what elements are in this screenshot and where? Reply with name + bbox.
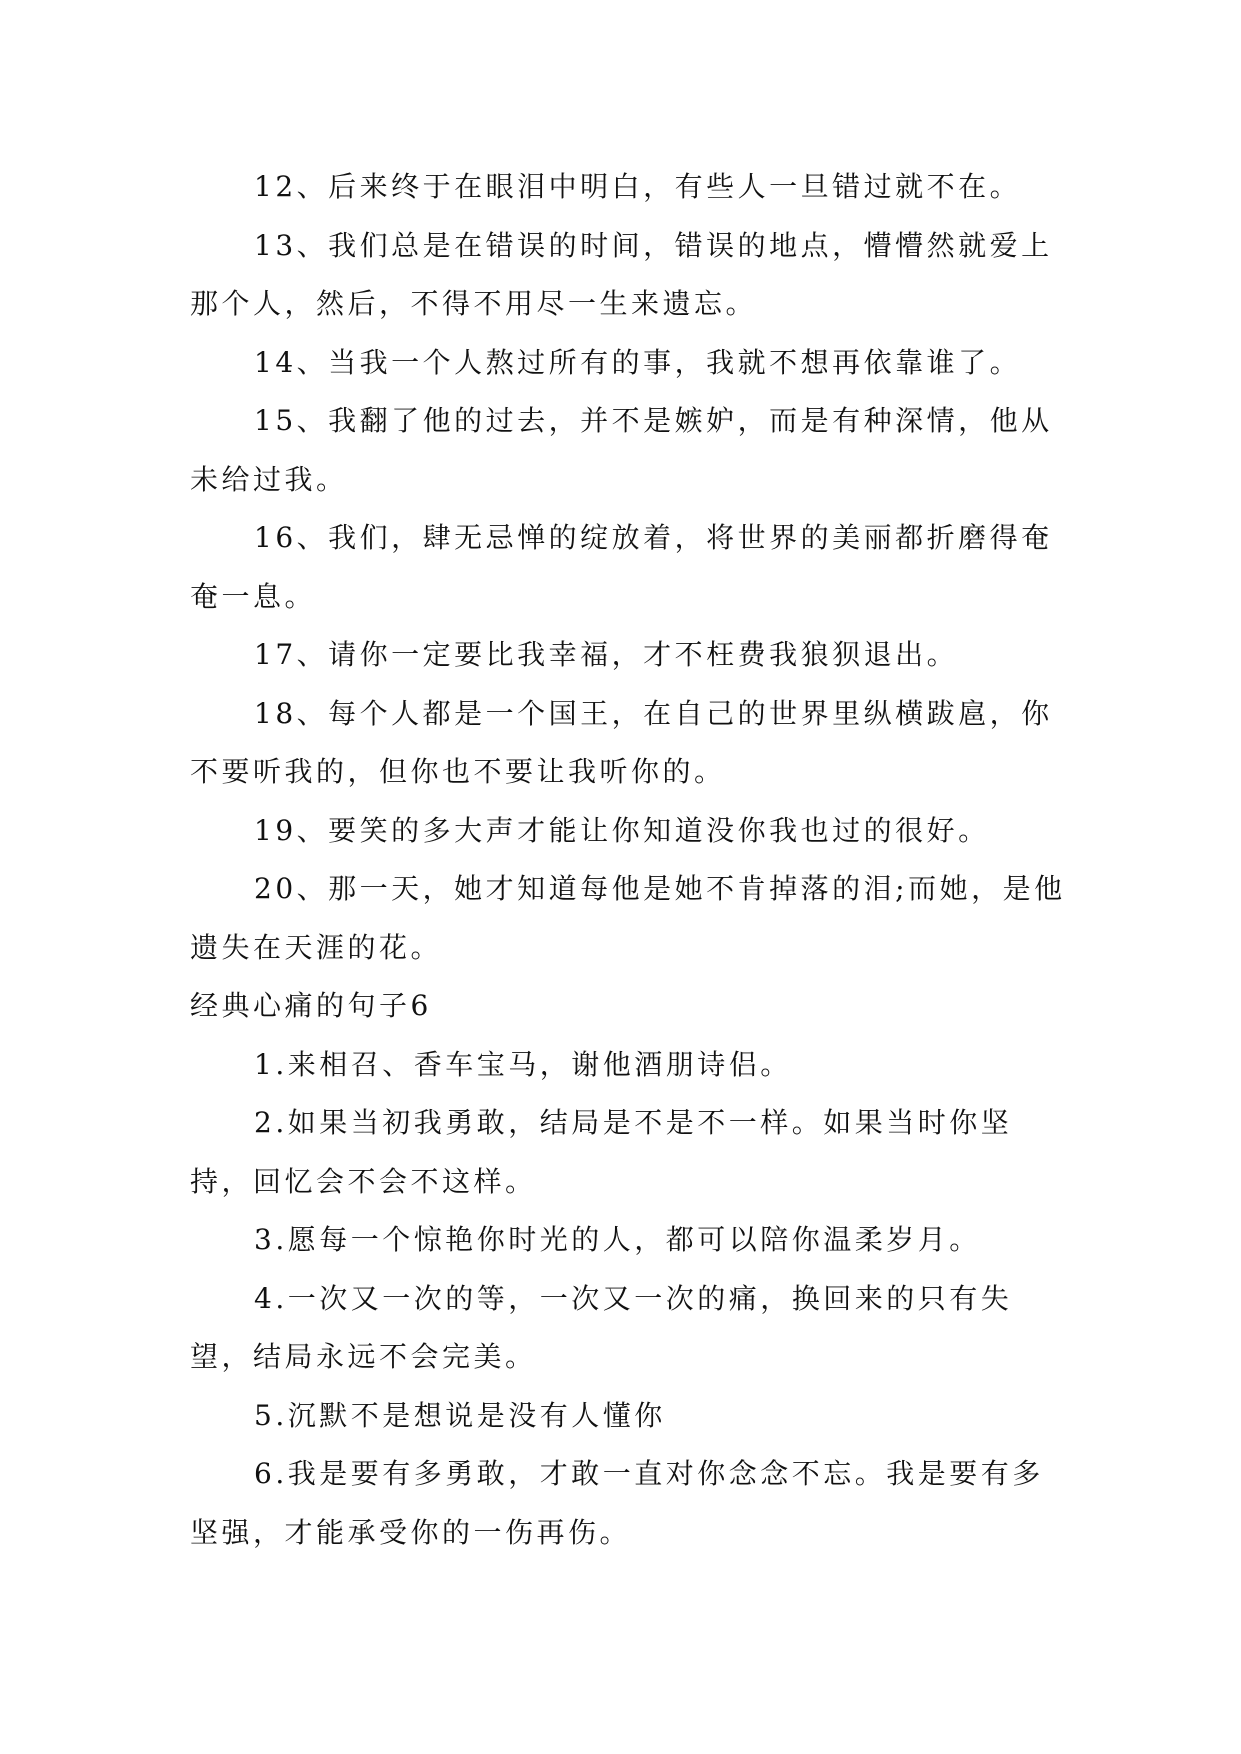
paragraph-17: 17、请你一定要比我幸福，才不枉费我狼狈退出。 [254, 638, 959, 671]
paragraph-19: 19、要笑的多大声才能让你知道没你我也过的很好。 [254, 813, 990, 847]
paragraph-13: 13、我们总是在错误的时间，错误的地点，懵懵然就爱上那个人，然后，不得不用尽一生来遗忘。 [190, 228, 1053, 320]
paragraph-14: 14、当我一个人熬过所有的事，我就不想再依靠谁了。 [254, 345, 1022, 379]
paragraph-4: 4.一次又一次的等，一次又一次的痛，换回来的只有失望，结局永远不会完美。 [190, 1281, 1013, 1373]
section-heading: 经典心痛的句子6 [190, 989, 432, 1022]
paragraph-20: 20、那一天，她才知道每他是她不肯掉落的泪;而她，是他遗失在天涯的花。 [190, 872, 1066, 964]
paragraph-1: 1.来相召、香车宝马，谢他酒朋诗侣。 [254, 1047, 792, 1081]
paragraph-12: 12、后来终于在眼泪中明白，有些人一旦错过就不在。 [254, 170, 1022, 203]
paragraph-15: 15、我翻了他的过去，并不是嫉妒，而是有种深情，他从未给过我。 [190, 404, 1053, 496]
document-body [190, 158, 1070, 1562]
paragraph-16: 16、我们，肆无忌惮的绽放着，将世界的美丽都折磨得奄奄一息。 [190, 521, 1053, 613]
paragraph-5: 5.沉默不是想说是没有人懂你 [254, 1398, 666, 1432]
paragraph-18: 18、每个人都是一个国王，在自己的世界里纵横跋扈，你不要听我的，但你也不要让我听你的。 [190, 696, 1053, 788]
paragraph-6: 6.我是要有多勇敢，才敢一直对你念念不忘。我是要有多坚强，才能承受你的一伤再伤。 [190, 1457, 1044, 1549]
paragraph-2: 2.如果当初我勇敢，结局是不是不一样。如果当时你坚持，回忆会不会不这样。 [190, 1106, 1013, 1198]
paragraph-3: 3.愿每一个惊艳你时光的人，都可以陪你温柔岁月。 [254, 1223, 981, 1256]
